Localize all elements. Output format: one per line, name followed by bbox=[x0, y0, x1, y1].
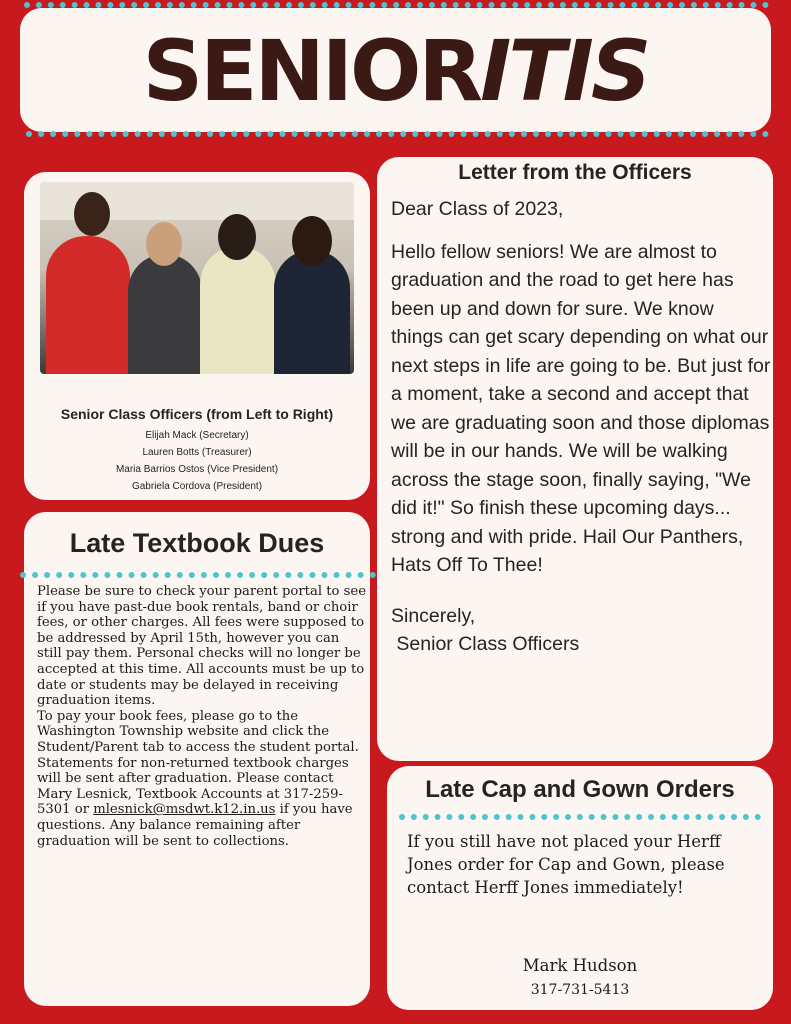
header-banner bbox=[20, 8, 771, 132]
officers-photo bbox=[40, 182, 354, 374]
photo-caption: Senior Class Officers (from Left to Right) bbox=[60, 406, 334, 422]
letter-signature: Senior Class Officers bbox=[391, 633, 580, 655]
header-dot-border bbox=[26, 131, 769, 137]
officer-name: Elijah Mack (Secretary) bbox=[145, 430, 249, 441]
letter-title: Letter from the Officers bbox=[458, 161, 692, 184]
gown-body: If you still have not placed your Herff Jones order for Cap and Gown, please contact Herff Jones immediately! bbox=[407, 832, 725, 897]
letter-closing: Sincerely, bbox=[391, 604, 476, 627]
dues-paragraph: Please be sure to check your parent portal to see if you have past-due book rentals, band or choir fees, or other charges. All fees were supposed to be addressed by April 15th, however you can still pay them. Personal checks will no longer be accepted at this time. All accounts must be up to date or students may be delayed in receiving graduation items. bbox=[37, 584, 367, 709]
officer-name: Maria Barrios Ostos (Vice President) bbox=[115, 464, 279, 475]
email-link[interactable]: mlesnick@msdwt.k12.in.us bbox=[93, 802, 276, 818]
gown-dot-divider bbox=[399, 814, 761, 820]
officers-photo-panel bbox=[24, 172, 370, 500]
contact-phone: 317-731-5413 bbox=[530, 982, 630, 998]
officer-name: Gabriela Cordova (President) bbox=[131, 481, 263, 492]
letter-panel bbox=[377, 157, 773, 761]
textbook-dues-panel bbox=[24, 512, 370, 1006]
dues-dot-divider bbox=[20, 572, 376, 578]
letter-paragraph: Hello fellow seniors! We are almost to graduation and the road to get here has been up and down for sure. We know things can get scary depending on what our next steps in life are going to be. But just for a moment, take a second and accept that we are graduating soon and those diplomas will be in our hands. We will be walking across the stage soon, finally saying, "We did it!" So finish these upcoming days... strong and with pride. Hail Our Panthers, Hats Off To Thee! bbox=[391, 240, 771, 576]
gown-title: Late Cap and Gown Orders bbox=[425, 776, 735, 803]
dues-paragraph: To pay your book fees, please go to the Washington Township website and click the Student/Parent tab to access the student portal. Statements for non-returned textbook charges will be sent after graduation. Please contact Mary Lesnick, Textbook Accounts at 317-259-5301 or mlesnick@msdwt.k12.in.us if you have questions. Any balance remaining after graduation will be sent to collections. bbox=[37, 708, 359, 849]
gown-contact bbox=[387, 954, 773, 1002]
officer-name: Lauren Botts (Treasurer) bbox=[142, 447, 252, 458]
dues-body bbox=[37, 584, 367, 849]
newsletter-title: SENIORITIS bbox=[142, 22, 649, 120]
dues-title: Late Textbook Dues bbox=[69, 528, 325, 558]
contact-name: Mark Hudson bbox=[522, 956, 638, 975]
letter-body bbox=[391, 195, 771, 659]
letter-greeting: Dear Class of 2023, bbox=[391, 198, 564, 220]
cap-gown-panel bbox=[387, 766, 773, 1010]
